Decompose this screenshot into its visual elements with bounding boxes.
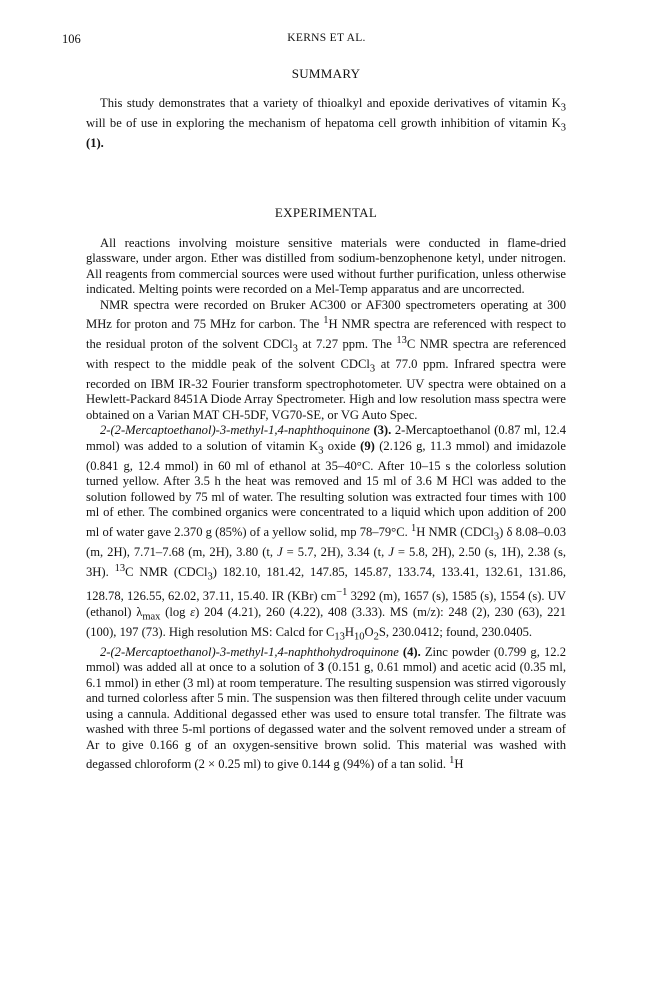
instrumentation-paragraph: NMR spectra were recorded on Bruker AC300 or AF300 spectrometers operating at 300 MHz for proton and 75 MHz for carbon. The $^1$H NMR spectra are referenced with respect to the residual proton of the solvent CDCl$_3$ at 7.27 ppm. The $^{13}$C NMR spectra are referenced with respect to the middle peak of the solvent CDCl$_3$ at 77.0 ppm. Infrared spectra were recorded on IBM IR-32 Fourier transform spectrophotometer. UV spectra were obtained on a Hewlett-Packard 8451A Diode Array Spectrometer. High and low resolution mass spectra were obtained on a Varian MAT CH-5DF, VG70-SE, or VG Auto Spec.	[86, 297, 567, 422]
running-head	[62, 32, 591, 52]
experimental-heading: EXPERIMENTAL	[274, 205, 378, 221]
summary-heading: SUMMARY	[291, 66, 361, 81]
compound-4-name: 2-(2-Mercaptoethanol)-3-methyl-1,4-naphthohydroquinone	[100, 644, 399, 659]
page-body	[86, 66, 566, 773]
compound-3-procedure: 2-(2-Mercaptoethanol)-3-methyl-1,4-naphthoquinone (3). 2-Mercaptoethanol (0.87 ml, 12.4 mmol) was added to a solution of vitamin $K_3$ oxide (9) (2.126 g, 11.3 mmol) and imidazole (0.841 g, 12.4 mmol) in 60 ml of ethanol at 35–40°C. After 10–15 s the colorless solution turned yellow. After 3.5 h the heat was removed and 15 ml of 3.6 M HCl was added to the solution followed by 75 ml of water. The resulting solution was extracted four times with 100 ml of ether. The combined organics were concentrated to a liquid which upon addition of 200 ml of water gave 2.370 g (85%) of a yellow solid, mp 78–79°C. $^1$H NMR (CDCl$_3$) δ 8.08–0.03 (m, 2H), 7.71–7.68 (m, 2H), 3.80 (t, J = 5.7, 2H), 3.34 (t, J = 5.8, 2H), 2.50 (s, 1H), 2.38 (s, 3H). $^{13}$C NMR (CDCl$_3$) 182.10, 181.42, 147.85, 145.87, 133.74, 133.41, 132.61, 131.86, 128.78, 126.55, 62.02, 37.11, 15.40. IR (KBr) $cm^{-1}$ 3292 (m), 1657 (s), 1585 (s), 1554 (s). UV (ethanol) $\lambda_{max}$ (log ε) 204 (4.21), 260 (4.22), 408 (3.33). MS (m/z): 248 (2), 230 (63), 221 (100), 197 (73). High resolution MS: Calcd for $C_{13}H_{10}O_2S$, 230.0412; found, 230.0405.	[86, 423, 567, 643]
page-number: 106	[62, 32, 81, 46]
running-title: KERNS ET AL.	[287, 32, 366, 44]
summary-paragraph: This study demonstrates that a variety of thioalkyl and epoxide derivatives of vitamin $K_3$ will be of use in exploring the mechanism of hepatoma cell growth inhibition of vitamin $K_3$ (1).	[86, 95, 566, 150]
general-methods-paragraph: All reactions involving moisture sensitive materials were conducted in flame-dried glassware, under argon. Ether was distilled from sodium-benzophenone ketyl, under nitrogen. All reagents from commercial sources were used without further purification, unless otherwise indicated. Melting points were recorded on a Mel-Temp apparatus and are uncorrected.	[86, 235, 566, 297]
compound-4-procedure: 2-(2-Mercaptoethanol)-3-methyl-1,4-naphthohydroquinone (4). Zinc powder (0.799 g, 12.2 mmol) was added all at once to a solution of 3 (0.151 g, 0.61 mmol) and acetic acid (0.35 ml, 6.1 mmol) in ether (3 ml) at room temperature. The resulting suspension was stirred vigorously and turned colorless after 5 min. The suspension was then filtered through celite under vacuum using a cannula. Additional degassed ether was used to ensure total transfer. The filtrate was washed with three 5-ml portions of degassed water and the solvent removed under a stream of Ar to give 0.166 g of an oxygen-sensitive brown solid. This material was washed with degassed chloroform (2 × 0.25 ml) to give 0.144 g (94%) of a tan solid. $^1$H	[86, 644, 567, 772]
compound-3-name: 2-(2-Mercaptoethanol)-3-methyl-1,4-naphthoquinone	[100, 423, 370, 438]
